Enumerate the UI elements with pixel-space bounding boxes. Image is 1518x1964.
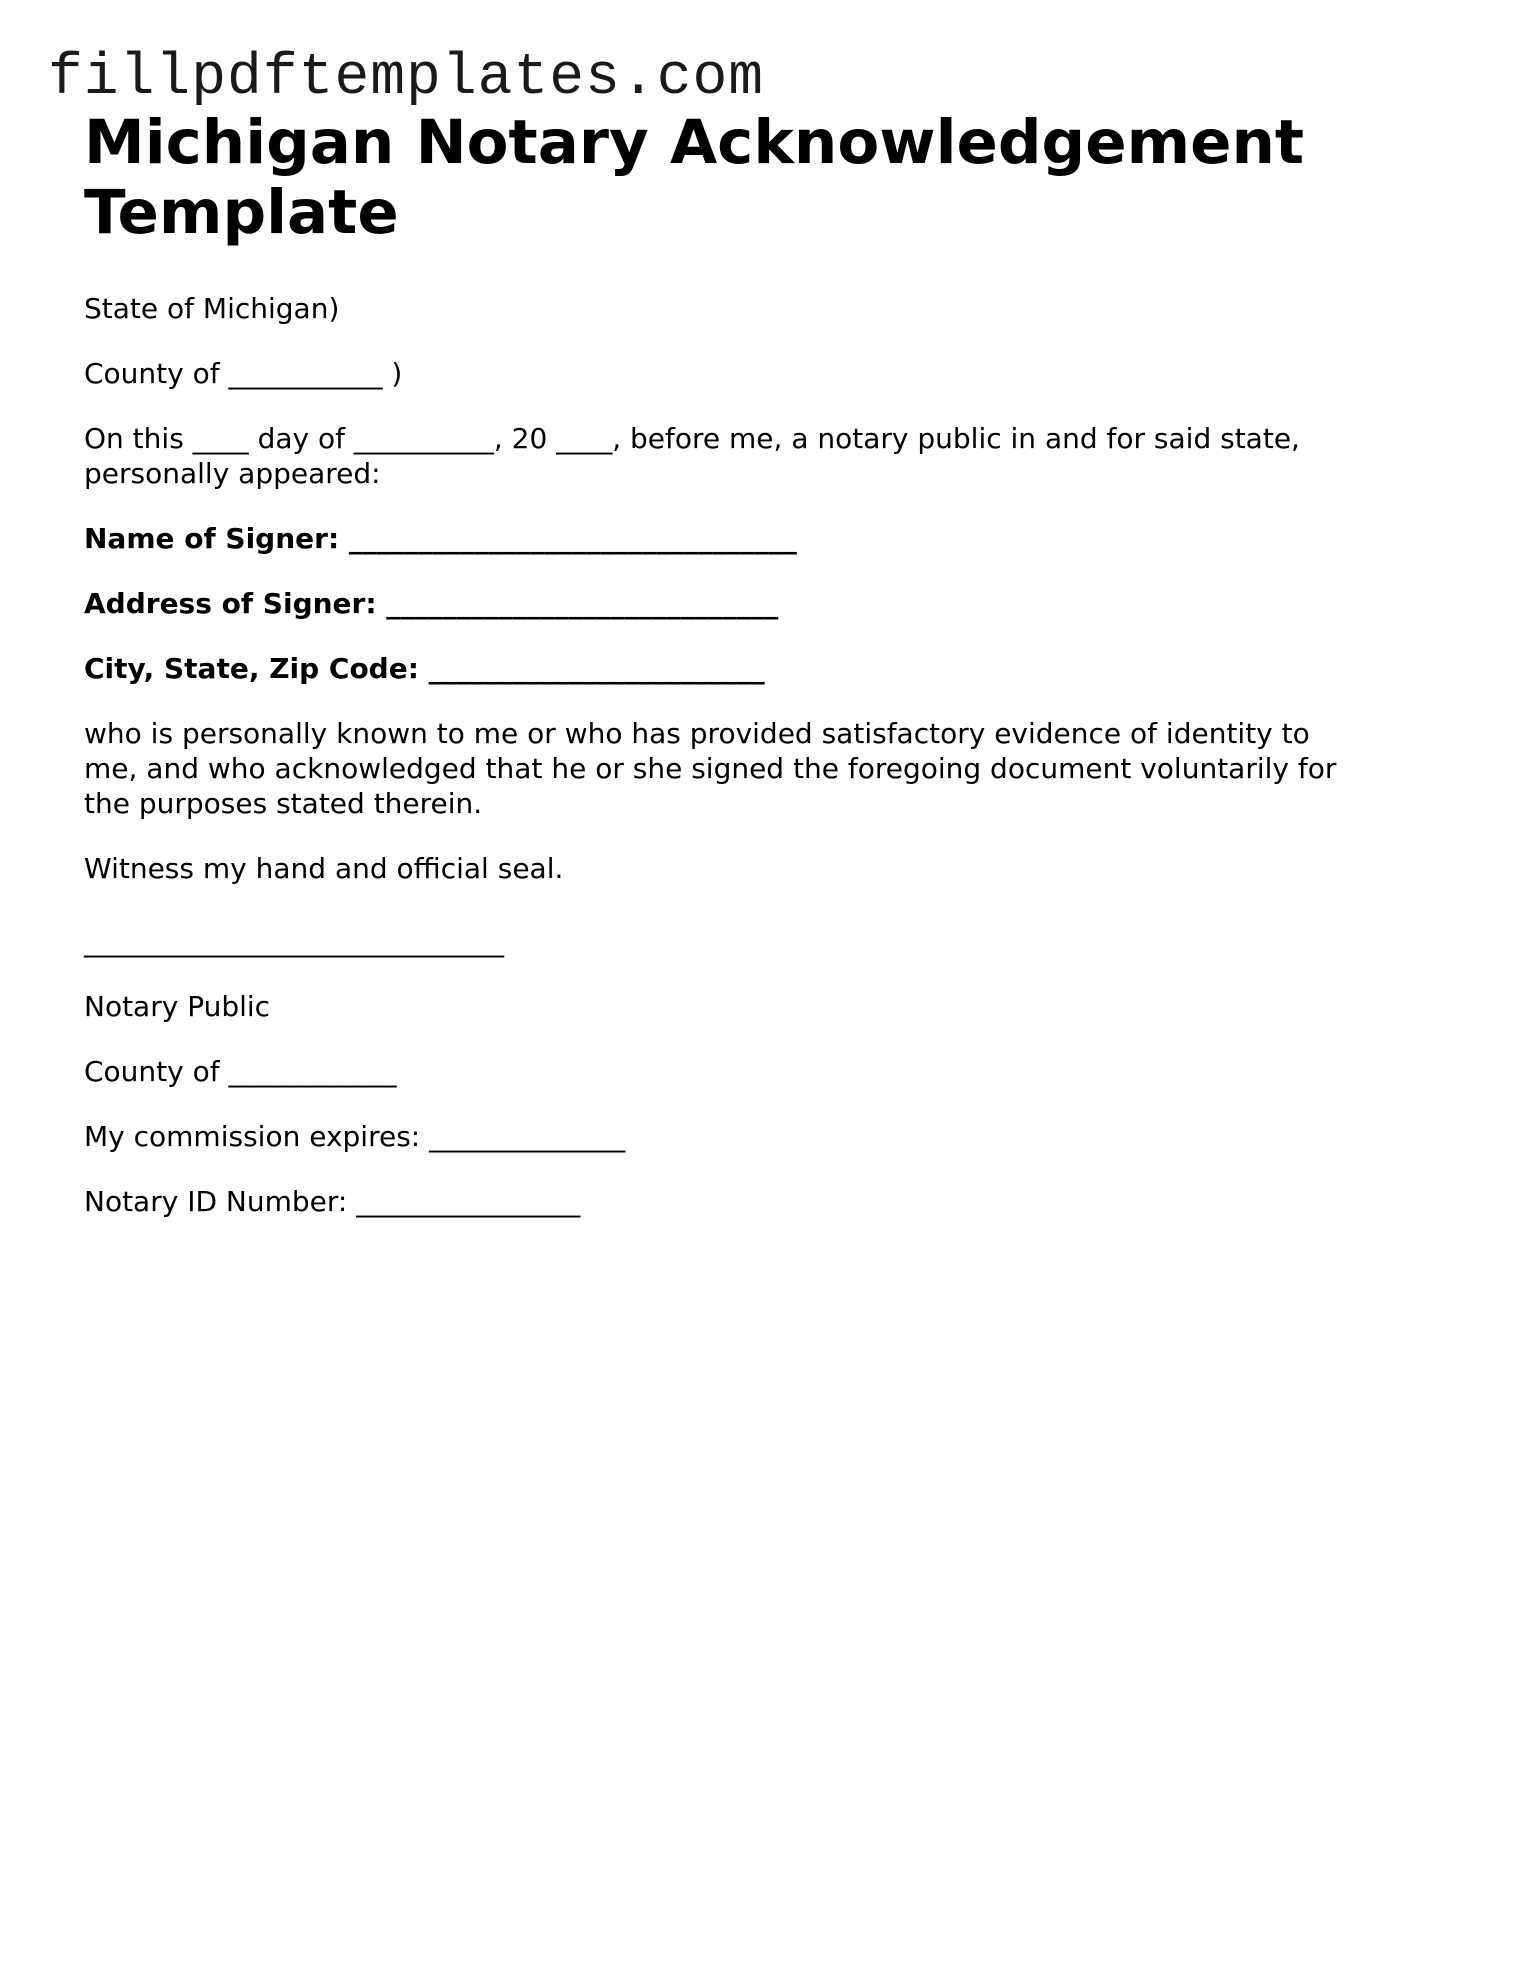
watermark-text: fillpdftemplates.com	[48, 46, 765, 111]
signer-address-field: Address of Signer: ____________________________	[84, 587, 779, 620]
acknowledgement-line-1: who is personally known to me or who has provided satisfactory evidence of identity to	[84, 717, 1310, 750]
signer-name-field: Name of Signer: ________________________________	[84, 522, 797, 555]
document-body	[84, 108, 1444, 1249]
acknowledgement-line-3: the purposes stated therein.	[84, 787, 483, 820]
notary-public-label: Notary Public	[84, 990, 271, 1023]
document-title-line-1: Michigan Notary Acknowledgement	[84, 107, 1305, 178]
witness-line: Witness my hand and official seal.	[84, 852, 564, 885]
acknowledgement-line-2: me, and who acknowledged that he or she signed the foregoing document voluntarily for	[84, 752, 1337, 785]
notary-county-field: County of ____________	[84, 1055, 397, 1088]
acknowledgement-paragraph	[84, 716, 1444, 821]
state-line: State of Michigan)	[84, 292, 340, 325]
county-line: County of ___________ )	[84, 357, 403, 390]
signer-city-state-zip-field: City, State, Zip Code: ________________________	[84, 652, 765, 685]
commission-expires-field: My commission expires: ______________	[84, 1120, 626, 1153]
document-title	[84, 108, 1384, 248]
notary-id-field: Notary ID Number: ________________	[84, 1185, 581, 1218]
intro-line-1: On this ____ day of __________, 20 ____, before me, a notary public in and for said state,	[84, 422, 1300, 455]
document-title-line-2: Template	[84, 177, 399, 248]
form-lines	[84, 291, 1444, 1219]
signature-line: ______________________________	[84, 925, 504, 958]
intro-line-2: personally appeared:	[84, 457, 381, 490]
intro-paragraph	[84, 421, 1444, 491]
